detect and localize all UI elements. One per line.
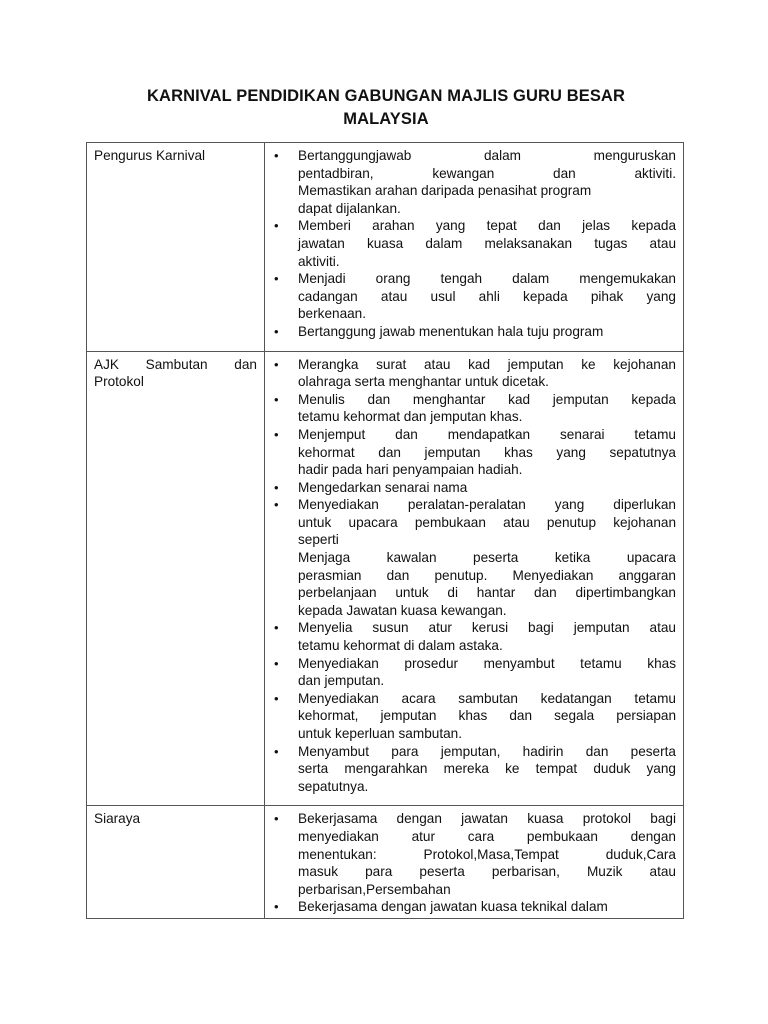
duty-text-line: • Menyediakan acara sambutan kedatangan tetamu xyxy=(298,690,676,706)
duty-text-line: • Menulis dan menghantar kad jemputan kepada xyxy=(298,391,676,407)
duty-text-line: masuk para peserta perbarisan, Muzik atau xyxy=(298,864,676,880)
duty-item xyxy=(272,655,676,690)
duty-item xyxy=(272,898,676,916)
document-title-line-2: MALAYSIA xyxy=(343,110,429,128)
duty-text-line: • Menjemput dan mendapatkan senarai tetamu xyxy=(298,426,676,442)
duty-text-line: • Menjadi orang tengah dalam mengemukakan xyxy=(298,271,676,287)
duty-item xyxy=(272,426,676,479)
duty-item xyxy=(272,479,676,497)
role-cell: Siaraya xyxy=(87,806,265,919)
duty-text-line: cadangan atau usul ahli kepada pihak yang xyxy=(298,288,676,304)
duty-text-line: • Menyediakan peralatan-peralatan yang diperlukan xyxy=(298,497,676,513)
duty-text-line: • Menyambut para jemputan, hadirin dan peserta xyxy=(298,743,676,759)
duty-text-line: olahraga serta menghantar untuk dicetak. xyxy=(298,374,549,390)
duty-list xyxy=(272,147,676,341)
duty-text-line: perbarisan,Persembahan xyxy=(298,881,451,897)
duty-item xyxy=(272,619,676,654)
duty-list xyxy=(272,810,676,916)
duty-text-line: tetamu kehormat dan jemputan khas. xyxy=(298,409,523,425)
duty-text-line: kehormat dan jemputan khas yang sepatutnya xyxy=(298,444,676,460)
role-cell: AJK Sambutan dan Protokol xyxy=(87,351,265,806)
duty-text-line: • Mengedarkan senarai nama xyxy=(298,479,468,495)
duty-item xyxy=(272,496,676,619)
document-title xyxy=(86,85,686,131)
duty-list xyxy=(272,356,676,796)
duty-text-line: • Bertanggung jawab menentukan hala tuju program xyxy=(298,323,604,339)
duty-text-line: hadir pada hari penyampaian hadiah. xyxy=(298,462,523,478)
duty-text-line: menyediakan atur cara pembukaan dengan xyxy=(298,828,676,844)
document-title-line-1: KARNIVAL PENDIDIKAN GABUNGAN MAJLIS GURU BESAR xyxy=(147,87,625,105)
duty-text-line: serta mengarahkan mereka ke tempat duduk yang xyxy=(298,761,676,777)
duty-item xyxy=(272,323,676,341)
duty-text-line: perasmian dan penutup. Menyediakan anggaran xyxy=(298,567,676,583)
duty-text-line: perbelanjaan untuk di hantar dan dipertimbangkan xyxy=(298,585,676,601)
duty-item xyxy=(272,391,676,426)
duty-table-body xyxy=(87,143,684,919)
duty-text-line: sepatutnya. xyxy=(298,778,369,794)
duty-text-line: Menjaga kawalan peserta ketika upacara xyxy=(298,550,676,566)
duty-text-line: • Bekerjasama dengan jawatan kuasa teknikal dalam xyxy=(298,899,608,915)
duty-text-line: • Memberi arahan yang tepat dan jelas kepada xyxy=(298,218,676,234)
duty-text-line: aktiviti. xyxy=(298,253,340,269)
duty-text-line: pentadbiran, kewangan dan aktiviti. xyxy=(298,165,676,181)
duty-text-line: tetamu kehormat di dalam astaka. xyxy=(298,638,503,654)
duty-text-line: kehormat, jemputan khas dan segala persiapan xyxy=(298,708,676,724)
duty-item xyxy=(272,147,676,217)
duty-text-line: jawatan kuasa dalam melaksanakan tugas atau xyxy=(298,235,676,251)
table-row xyxy=(87,806,684,919)
duty-text-line: • Merangka surat atau kad jemputan ke kejohanan xyxy=(298,356,676,372)
duties-cell xyxy=(265,143,684,352)
duty-text-line: dan jemputan. xyxy=(298,673,385,689)
duty-item xyxy=(272,743,676,796)
duty-item xyxy=(272,356,676,391)
duty-item xyxy=(272,270,676,323)
duty-text-line: untuk upacara pembukaan atau penutup kejohanan xyxy=(298,514,676,530)
duty-text-line: dapat dijalankan. xyxy=(298,200,401,216)
duty-text-line: menentukan: Protokol,Masa,Tempat duduk,Cara xyxy=(298,846,676,862)
duty-text-line: untuk keperluan sambutan. xyxy=(298,726,462,741)
role-cell: Pengurus Karnival xyxy=(87,143,265,352)
duty-text-line: berkenaan. xyxy=(298,306,367,322)
duty-text-line: • Bertanggungjawab dalam menguruskan xyxy=(298,148,676,163)
duty-text-line: • Menyediakan prosedur menyambut tetamu khas xyxy=(298,655,676,671)
duties-cell xyxy=(265,806,684,919)
duty-item xyxy=(272,690,676,743)
duty-text-line: Memastikan arahan daripada penasihat program xyxy=(298,183,592,199)
table-row xyxy=(87,351,684,806)
duties-cell xyxy=(265,351,684,806)
duty-text-line: seperti xyxy=(298,532,339,548)
duty-text-line: kepada Jawatan kuasa kewangan. xyxy=(298,602,507,618)
duty-table xyxy=(86,142,684,919)
table-row xyxy=(87,143,684,352)
duty-item xyxy=(272,810,676,898)
duty-text-line: • Bekerjasama dengan jawatan kuasa protokol bagi xyxy=(298,811,676,827)
duty-text-line: • Menyelia susun atur kerusi bagi jemputan atau xyxy=(298,620,676,636)
duty-item xyxy=(272,217,676,270)
